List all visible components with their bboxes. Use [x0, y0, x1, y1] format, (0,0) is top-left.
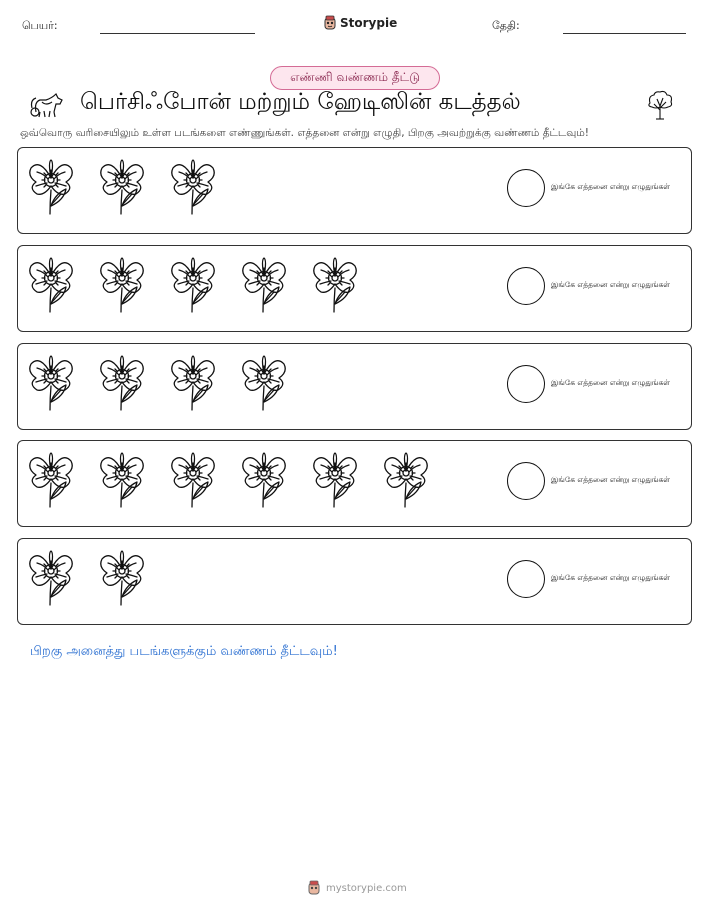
- counting-row: [17, 440, 692, 527]
- flower-icon: [383, 449, 429, 511]
- date-line[interactable]: [563, 33, 686, 34]
- answer-hint: இங்கே எத்தனை என்று எழுதுங்கள்: [551, 280, 671, 289]
- instructions: ஒவ்வொரு வரிசையிலும் உள்ள படங்களை எண்ணுங்கள். எத்தனை என்று எழுதி, பிறகு அவற்றுக்கு வண்ணம் தீட்டவும்!: [20, 127, 589, 139]
- flower-icon: [99, 547, 145, 609]
- flower-icon: [99, 449, 145, 511]
- flower-icon: [28, 547, 74, 609]
- storypie-logo: [323, 14, 397, 32]
- flower-icon: [99, 254, 145, 316]
- title-row: [0, 88, 709, 124]
- flower-icon: [241, 449, 287, 511]
- flower-icon: [99, 156, 145, 218]
- answer-hint: இங்கே எத்தனை என்று எழுதுங்கள்: [551, 182, 671, 191]
- flower-icon: [241, 254, 287, 316]
- name-label: பெயர்:: [22, 19, 58, 32]
- answer-hint: இங்கே எத்தனை என்று எழுதுங்கள்: [551, 378, 671, 387]
- flower-icon: [170, 156, 216, 218]
- answer-circle[interactable]: [507, 560, 545, 598]
- worksheet-header: [0, 14, 709, 44]
- flower-icon: [312, 449, 358, 511]
- storypie-mascot-icon: [323, 15, 337, 31]
- counting-row: [17, 538, 692, 625]
- flower-icon: [170, 449, 216, 511]
- storypie-mascot-icon: [307, 880, 321, 896]
- flower-icon: [312, 254, 358, 316]
- worksheet-title: பெர்சிஃபோன் மற்றும் ஹேடிஸின் கடத்தல்: [80, 89, 521, 115]
- brand-name: Storypie: [340, 16, 398, 30]
- counting-row: [17, 245, 692, 332]
- name-line[interactable]: [100, 33, 255, 34]
- date-label: தேதி:: [492, 19, 520, 32]
- flower-icon: [170, 254, 216, 316]
- chariot-horses-icon: [30, 92, 66, 118]
- flower-icon: [28, 254, 74, 316]
- answer-circle[interactable]: [507, 462, 545, 500]
- counting-row: [17, 147, 692, 234]
- site-footer: [307, 880, 407, 896]
- flower-icon: [28, 449, 74, 511]
- answer-hint: இங்கே எத்தனை என்று எழுதுங்கள்: [551, 573, 671, 582]
- answer-circle[interactable]: [507, 267, 545, 305]
- tree-icon: [646, 90, 674, 120]
- flower-icon: [28, 156, 74, 218]
- flower-icon: [170, 352, 216, 414]
- answer-hint: இங்கே எத்தனை என்று எழுதுங்கள்: [551, 475, 671, 484]
- flower-icon: [99, 352, 145, 414]
- footer-note: பிறகு அனைத்து படங்களுக்கும் வண்ணம் தீட்டவும்!: [30, 644, 338, 659]
- answer-circle[interactable]: [507, 365, 545, 403]
- flower-icon: [241, 352, 287, 414]
- answer-circle[interactable]: [507, 169, 545, 207]
- flower-icon: [28, 352, 74, 414]
- counting-row: [17, 343, 692, 430]
- site-url[interactable]: mystorypie.com: [326, 882, 407, 894]
- activity-badge: எண்ணி வண்ணம் தீட்டு: [270, 66, 440, 90]
